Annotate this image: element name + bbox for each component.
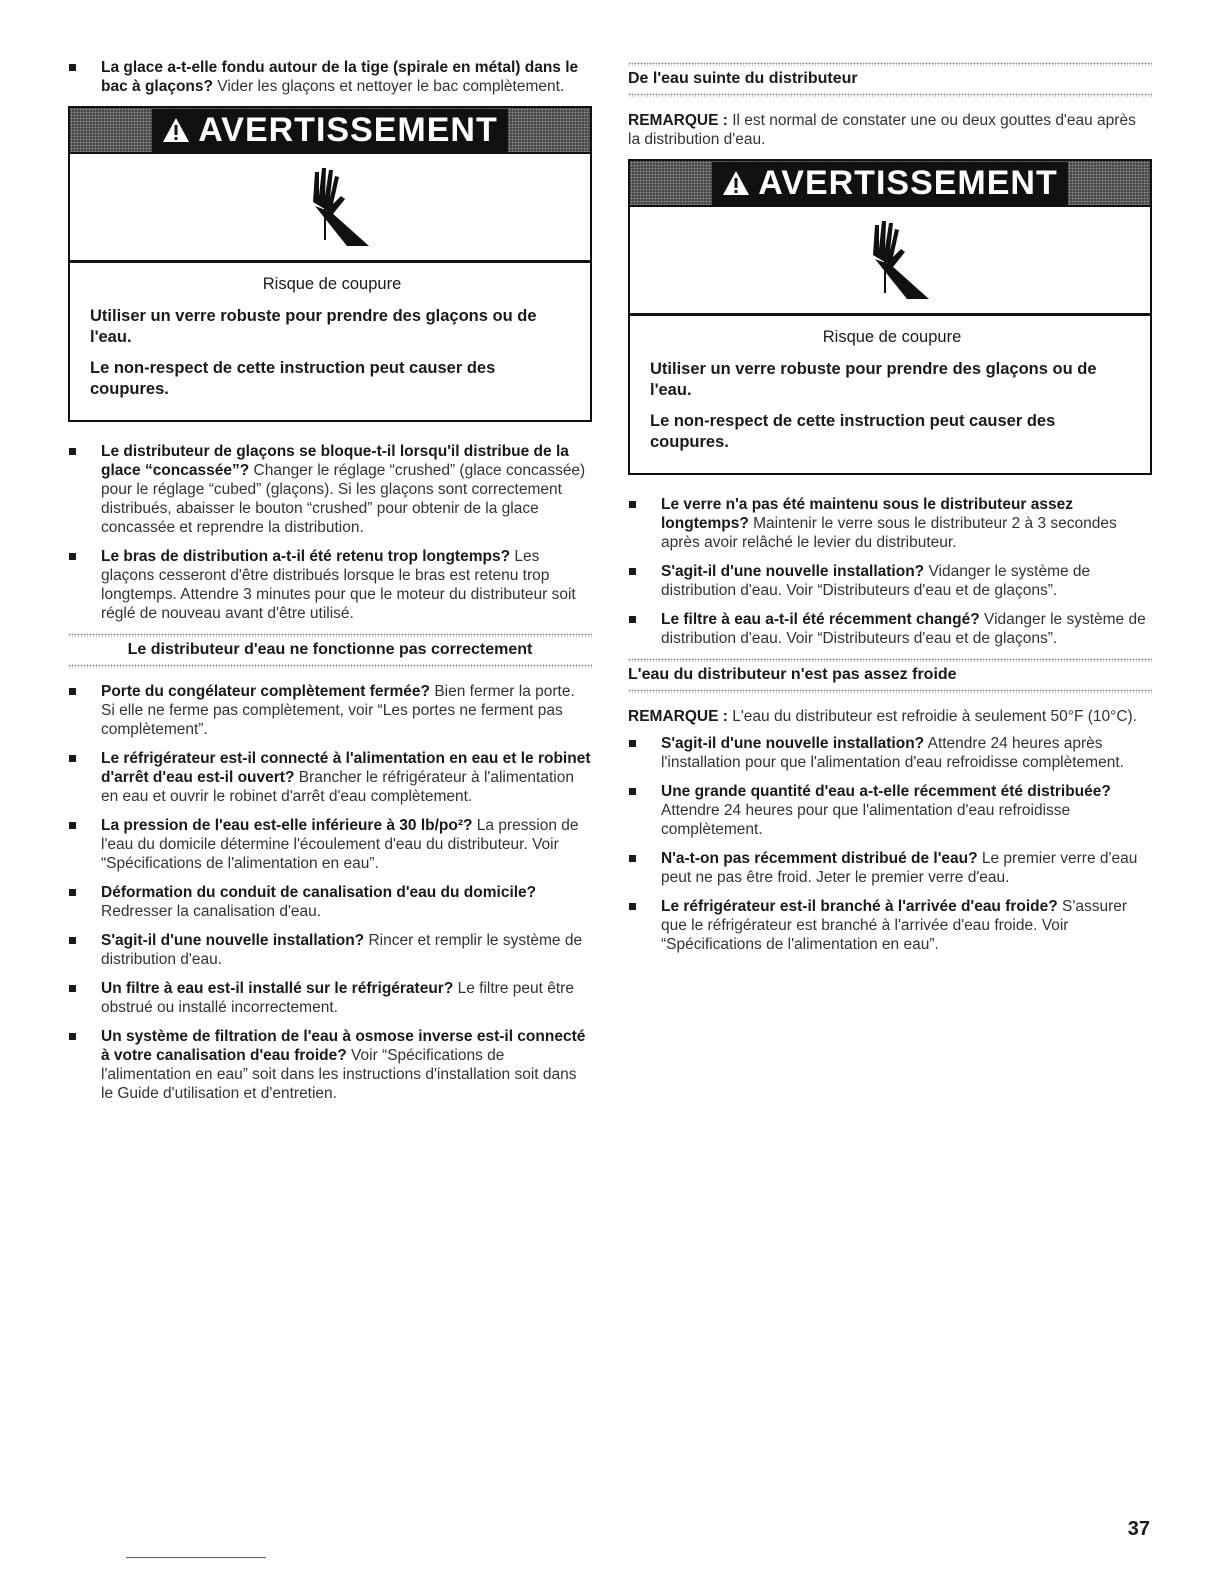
list-item: Le verre n'a pas été maintenu sous le distributeur assez longtemps? Maintenir le verre sous le distributeur 2 à 3 secondes après avoir relâché le levier du distributeur. (628, 495, 1152, 552)
list-item: Le réfrigérateur est-il connecté à l'alimentation en eau et le robinet d'arrêt d'eau est-il ouvert? Brancher le réfrigérateur à l'alimentation en eau et ouvrir le robinet d'arrêt d'eau complètement. (68, 749, 592, 806)
warning-instruction: Utiliser un verre robuste pour prendre des glaçons ou de l'eau. (650, 360, 1097, 399)
divider (68, 664, 592, 668)
warning-title: AVERTISSEMENT (758, 163, 1058, 202)
left-column (68, 58, 592, 1113)
warning-banner (630, 161, 1150, 207)
section-title: Le distributeur d'eau ne fonctionne pas correctement (127, 641, 533, 658)
warning-consequence: Le non-respect de cette instruction peut causer des coupures. (90, 359, 496, 398)
list-item: S'agit-il d'une nouvelle installation? Attendre 24 heures après l'installation pour que l'alimentation d'eau refroidisse complètement. (628, 734, 1152, 772)
list-item: Le bras de distribution a-t-il été retenu trop longtemps? Les glaçons cesseront d'être distribués lorsque le bras est retenu trop longtemps. Attendre 3 minutes pour que le moteur du distributeur soit réglé de nouveau avant d'être utilisé. (68, 547, 592, 623)
warning-banner (70, 108, 590, 154)
list-item: La pression de l'eau est-elle inférieure à 30 lb/po²? La pression de l'eau du domicile détermine l'écoulement d'eau du distributeur. Voir “Spécifications de l'alimentation en eau”. (68, 816, 592, 873)
section-header (628, 658, 1152, 693)
section-header (68, 633, 592, 668)
note: REMARQUE : Il est normal de constater une ou deux gouttes d'eau après la distribution d'eau. (628, 112, 1136, 148)
section-title: De l'eau suinte du distributeur (628, 70, 858, 87)
note: REMARQUE : L'eau du distributeur est refroidie à seulement 50°F (10°C). (628, 708, 1137, 725)
warning-risk: Risque de coupure (262, 275, 402, 293)
section-header (628, 62, 1152, 97)
warning-risk: Risque de coupure (822, 328, 962, 346)
list-item: S'agit-il d'une nouvelle installation? Vidanger le système de distribution d'eau. Voir “Distributeurs d'eau et de glaçons”. (628, 562, 1152, 600)
warning-title: AVERTISSEMENT (198, 110, 498, 149)
list-item: Une grande quantité d'eau a-t-elle récemment été distribuée? Attendre 24 heures pour que l'alimentation d'eau refroidisse complètement. (628, 782, 1152, 839)
list-item: Un système de filtration de l'eau à osmose inverse est-il connecté à votre canalisation d'eau froide? Voir “Spécifications de l'alimentation en eau” soit dans les instructions d'installation soit dans le Guide d'utilisation et d'entretien. (68, 1027, 592, 1103)
warning-box (628, 159, 1152, 475)
page-number: 37 (1127, 1518, 1150, 1540)
list-item: Le filtre à eau a-t-il été récemment changé? Vidanger le système de distribution d'eau. Voir “Distributeurs d'eau et de glaçons”. (628, 610, 1152, 648)
warning-pictogram (630, 207, 1150, 316)
section-title: L'eau du distributeur n'est pas assez froide (628, 666, 957, 683)
cut-hazard-hand-icon (845, 215, 935, 305)
list-item: Le réfrigérateur est-il branché à l'arrivée d'eau froide? S'assurer que le réfrigérateur est branché à l'arrivée d'eau froide. Voir “Spécifications de l'alimentation en eau”. (628, 897, 1152, 954)
warning-consequence: Le non-respect de cette instruction peut causer des coupures. (650, 412, 1056, 451)
divider (628, 93, 1152, 97)
list-item: N'a-t-on pas récemment distribué de l'eau? Le premier verre d'eau peut ne pas être froid. Jeter le premier verre d'eau. (628, 849, 1152, 887)
list-item: Déformation du conduit de canalisation d'eau du domicile? Redresser la canalisation d'eau. (68, 883, 592, 921)
cut-hazard-hand-icon (285, 162, 375, 252)
list-item: Porte du congélateur complètement fermée? Bien fermer la porte. Si elle ne ferme pas complètement, voir “Les portes ne ferment pas complètement”. (68, 682, 592, 739)
footer-line (126, 1557, 266, 1558)
list-item: Le distributeur de glaçons se bloque-t-il lorsqu'il distribue de la glace “concassée”? Changer le réglage “crushed” (glace concassée) pour le réglage “cubed” (glaçons). Si les glaçons sont correctement distribués, abaisser le bouton “crushed” pour obtenir de la glace concassée et reprendre la distribution. (68, 442, 592, 537)
warning-box (68, 106, 592, 422)
warning-triangle-icon (162, 117, 190, 143)
list-item: La glace a-t-elle fondu autour de la tige (spirale en métal) dans le bac à glaçons? Vider les glaçons et nettoyer le bac complètement. (68, 58, 592, 96)
list-item: Un filtre à eau est-il installé sur le réfrigérateur? Le filtre peut être obstrué ou installé incorrectement. (68, 979, 592, 1017)
warning-triangle-icon (722, 170, 750, 196)
list-item: S'agit-il d'une nouvelle installation? Rincer et remplir le système de distribution d'eau. (68, 931, 592, 969)
warning-pictogram (70, 154, 590, 263)
right-column (628, 58, 1152, 964)
divider (628, 689, 1152, 693)
warning-instruction: Utiliser un verre robuste pour prendre des glaçons ou de l'eau. (90, 307, 537, 346)
